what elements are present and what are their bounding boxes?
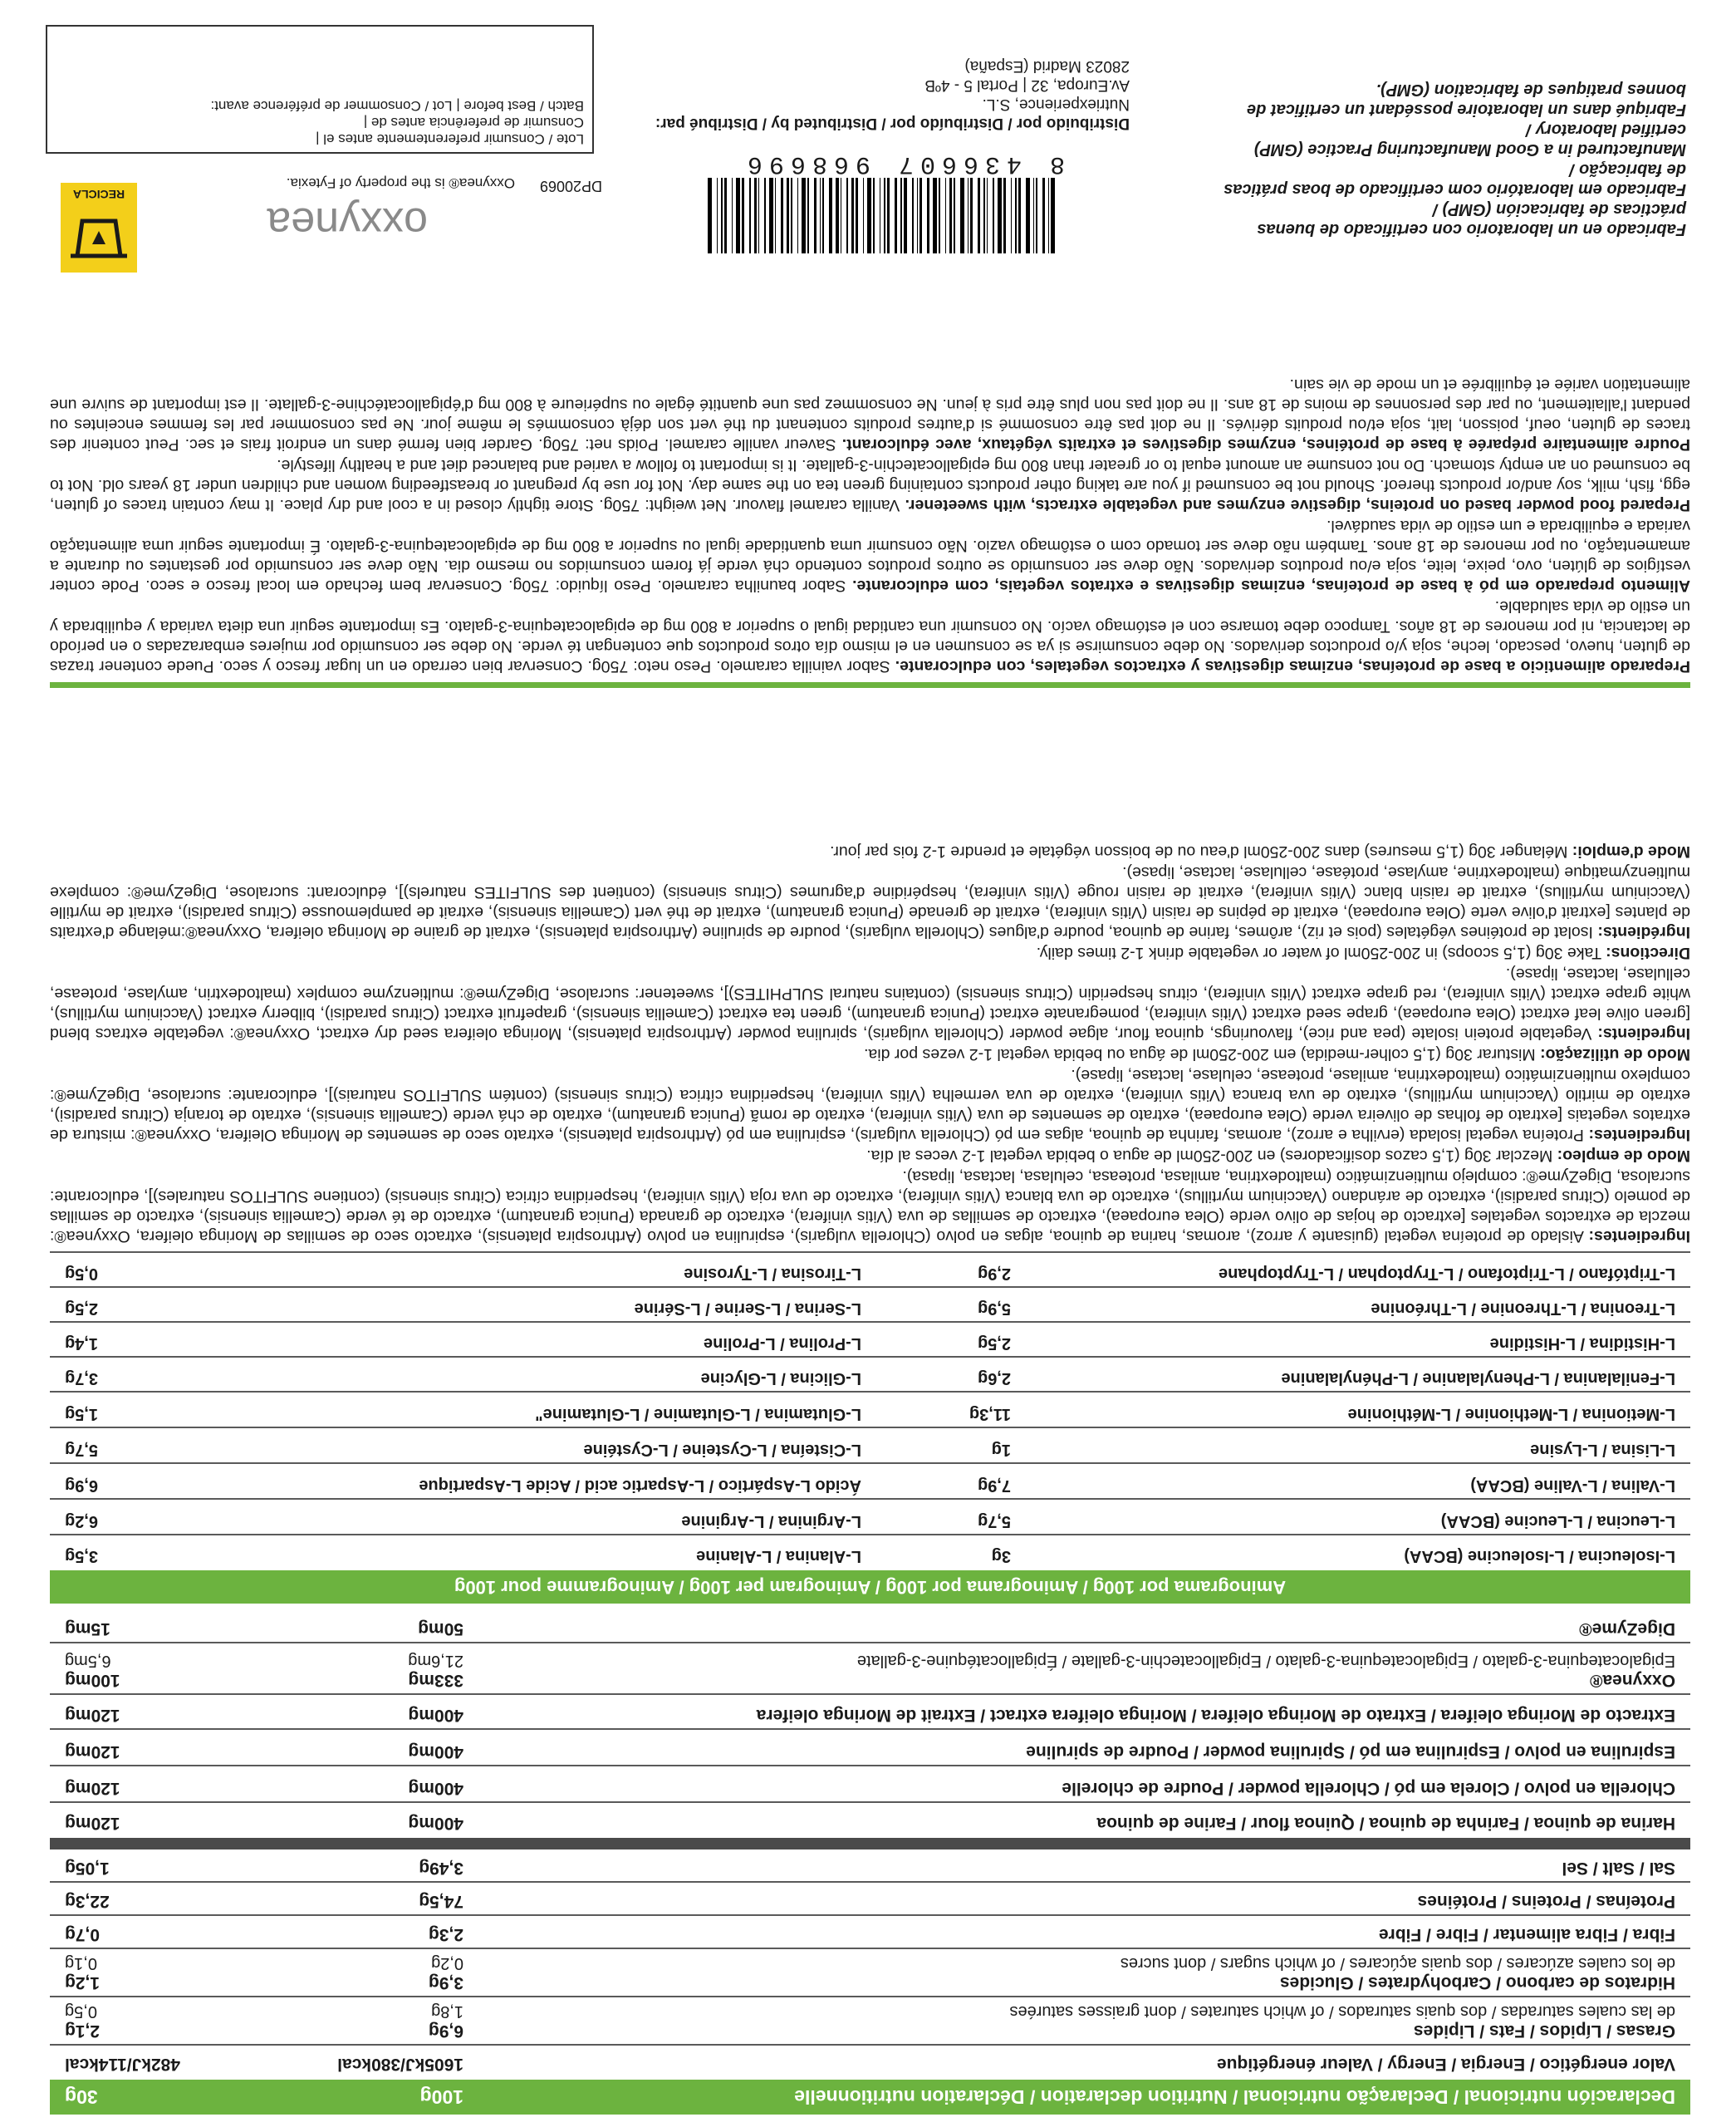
description-pt-title: Alimento preparado em pó à base de proteínas, enzimas digestivas e extratos vegetais, com edulcorante. <box>852 577 1690 595</box>
recycle-label: RECICLA <box>72 188 125 201</box>
amino-row: L-Fenilalanina / L-Phenylalanine / L-Phénylalanine 2,6g L-Glicina / L-Glycine 3,7g <box>50 1356 1690 1391</box>
nutrition-row-fibre: Fibra / Fibra alimentar / Fibre / Fibre 2,3g 0,7g <box>50 1914 1690 1948</box>
recycle-bin-icon <box>61 206 137 273</box>
nutrition-header <box>50 2080 1690 2115</box>
descriptions-section <box>50 278 1690 676</box>
description-fr-title: Poudre alimentaire préparée à base de protéines, enzymes digestives et extraits végétaux, avec édulcorant. <box>841 435 1690 454</box>
description-pt: Sabor baunilha caramelo. Peso líquido: 750g. Conservar bem fechado em local fresco e seco. Pode conter vestígios de glúten, ovo, peixe, leite, soja e/ou produtos derivados. Não deve ser consumido se outros produtos contendo chá verde já forem consumidos no mesmo dia. Não deve ser consumido por gestantes ou durante a amamentação, ou por menores de 18 anos. Também não deve ser tomado com o estômago vazio. Não consumir uma quantidade igual ou superior a 800 mg de epigalocatequina-3-galato. É importante seguir uma alimentação variada e equilibrada e um estilo de vida saudável. <box>50 517 1690 595</box>
ingredients-en: Vegetable protein isolate (pea and rice), flavourings, quinoa flour, algae powder (Chlorella vulgaris), spirulina powder (Arthrospira platensis), Moringa oleifera seed dry extract, Oxxynea®: vegetable extracs blend [green olive leaf extract (Olea europaea), grape seed extract (Vitis vinifera), pomegranate extract (Punica granatum), green tea extract (Camellia sinensis), grapefruit extract (Citrus paradisi), bilberry extract (Vaccinium myrtillus), white grape extract (Vitis vinifera), red grape extract (Vitis vinifera), citrus hesperidin (Citrus sinensis) (contains natural SULPHITES)], sweetener: sucralose, DigeZyme®: multienzyme complex (maltodextrin, amylase, protease, cellulase, lactase, lipase). <box>49 965 1690 1043</box>
ingredient-row-oxxynea: Oxxynea® Epigalocatequina-3-galato / Epigalocatequina-3-galato / Epigallocatechin-3-gallate / Épigallocatéquine-3-gallate 333mg 21,6mg 100mg 6,5mg <box>50 1642 1690 1693</box>
barcode-number: 8 436607 968696 <box>699 150 1065 178</box>
description-es-title: Preparado alimenticio a base de proteínas, enzimas digestivas y extractos vegetales, con edulcorante. <box>895 657 1690 675</box>
ingredients-es: Aislado de proteína vegetal (guisante y arroz), aromas, harina de quinoa, algas en polvo (Chlorella vulgaris), espirulina en polvo (Arthrospira platensis), extracto seco de semillas de Moringa oleifera, Oxxynea®: mezcla de extractos vegetales [extracto de hojas de olivo verde (Olea europaea), extracto de semillas de uva (Vitis vinifera), extracto de granada (Punica granatum), extracto de té verde (Camellia sinensis), extracto de semillas de pomelo (Citrus paradisi), extracto de arándano (Vaccinium myrtillus), extracto de uva blanca (Vitis vinifera), extracto de uva roja (Vitis vinifera), hesperidina cítrica (Citrus sinensis) (contiene SULFITOS naturales)], edulcorante: sucralosa, DigeZyme®: complejo multienzimático (maltodextrina, amilasa, proteasa, celulasa, lactasa, lipasa). <box>50 1167 1690 1245</box>
recycle-badge <box>61 183 137 273</box>
nutrition-row-salt: Sal / Salt / Sel 3,49g 1,05g <box>65 1859 1675 1878</box>
amino-row: L-Treonina / L-Threonine / L-Thréonine 5,9g L-Serina / L-Serine / L-Sérine 2,5g <box>50 1286 1690 1321</box>
nutrition-title: Declaración nutricional / Declaração nutricional / Nutrition declaration / Déclaration nutritionnelle <box>794 2086 1675 2109</box>
distributor-city: 28023 Madrid (España) <box>964 57 1130 75</box>
ingredients-section: Ingredientes: Aislado de proteína vegetal (guisante y arroz), aromas, harina de quinoa, algas en polvo (Chlorella vulgaris), espirulina en polvo (Arthrospira platensis), extracto seco de semillas de Moringa oleifera, Oxxynea®: mezcla de extractos vegetales [extracto de hojas de olivo verde (Olea europaea), extracto de semillas de uva (Vitis vinifera), extracto de granada (Punica granatum), extracto de té verde (Camellia sinensis), extracto de semillas de pomelo (Citrus paradisi), extracto de arándano (Vaccinium myrtillus), extracto de uva blanca (Vitis vinifera), extracto de uva roja (Vitis vinifera), hesperidina cítrica (Citrus sinensis) (contiene SULFITOS naturales)], edulcorante: sucralosa, DigeZyme®: complejo multienzimático (maltodextrina, amilasa, proteasa, celulasa, lactasa, lipasa). Modo de empleo: Mezclar 30g (1,5 cazos dosificadores) en 200-250ml de agua o bebida vegetal 1-2 veces al día. Ingredientes: Proteína vegetal isolada (ervilha e arroz), aromas, farinha de quinoa, algas em pó (Chlorella vulgaris), espirulina em pó (Arthrospira platensis), extrato seco de sementes de Moringa Oleifera, Oxxynea®: mistura de extratos vegetais [extrato de folhas de oliveira verde (Olea europaea), extrato de sementes de uva (Vitis vinifera), extrato de romã (Punica granatum), extrato de chá verde (Camellia sinensis), extrato de toranja (Citrus paradisi), extrato de mirtilo (Vaccinium myrtillus), extrato de uva branca (Vitis vinifera), extrato de uva vermelha (Vitis vinifera), hesperidina cítrica (Citrus sinensis) (contém SULFITOS naturais)], edulcorante: sucralose, DigeZyme®: complexo multienzimático (maltodextrina, amilase, protease, celulase, lactase, lipase). Modo de utilização: Misturar 30g (1,5 colher-medida) em 200-250ml de água ou bebida vegetal 1-2 vezes por dia. Ingredients: Vegetable protein isolate (pea and rice), flavourings, quinoa flour, algae powder (Chlorella vulgaris), spirulina powder (Arthrospira platensis), Moringa oleifera seed dry extract, Oxxynea®: vegetable extracs blend [green olive leaf extract (Olea europaea), grape seed extract (Vitis vinifera), pomegranate extract (Punica granatum), green tea extract (Camellia sinensis), grapefruit extract (Citrus paradisi), bilberry extract (Vaccinium myrtillus), white grape extract (Vitis vinifera), red grape extract (Vitis vinifera), citrus hesperidin (Citrus sinensis) (contains natural SULPHITES)], sweetener: sucralose, DigeZyme®: multienzyme complex (maltodextrin, amylase, protease, cellulase, lactase, lipase). Directions: Take 30g (1,5 scoops) in 200-250ml of water or vegetable drink 1-2 times daily. Ingrédients: Isolat de protéines végétales (pois et riz), arômes, farine de quinoa, poudre d'algues (Chlorella vulgaris), poudre de spiruline (Arthrospira platensis), extrait de graine de Moringa oleifera, Oxxynea®:mélange d'extraits de plantes [extrait d'olive verte (Olea europaea), extrait de pépins de raisin (Vitis vinifera), extrait de grenade (Punica granatum), extrait de thé vert (Camellia sinensis), extrait de pamplemousse (Citrus paradisi), extrait de myrtille (Vaccinium myrtillus), extrait de raisin blanc (Vitis vinifera), extrait de raisin rouge (Vitis vinifera), hespéridine d'agrumes (Citrus sinensis) (contient des SULFITES naturels)], édulcorant: sucralose, DigeZyme®: complexe multienzymatique (maltodextrine, amylase, protéase, cellulase, lactase, lipase). Mode d'emploi: Mélanger 30g (1,5 mesures) dans 200-250ml d'eau ou de boisson végétale et prendre 1-2 fois par jour. <box>49 842 1690 1245</box>
distributor-title: Distribuido por / Distribuído por / Distributed by / Distribué par: <box>655 115 1130 132</box>
ingredient-row-quinoa: Harina de quinoa / Farinha de quinoa / Quinoa flour / Farine de quinoa 400mg 120mg <box>50 1801 1690 1836</box>
nutrition-row-carbs: Hidratos de carbono / Carbohydrates / Glucides de los cuales azúcares / dos quais açúcares / of which sugars / dont sucres 3,9g 0,2g 1,2g 0,1g <box>50 1948 1690 1996</box>
nutrition-row-fats: Grasas / Lípidos / Fats / Lipides de las cuales saturadas / dos quais saturados / of which saturates / dont graisses saturées 6,9g 1,8g 2,1g 0,5g <box>50 1996 1690 2044</box>
directions-fr: Mélanger 30g (1,5 mesures) dans 200-250ml d'eau ou de boisson végétale et prendre 1-2 fois par jour. <box>830 842 1568 861</box>
distributor-address: Av.Europa, 32 | Portal 5 - 4ºB <box>924 76 1130 94</box>
distributor-name: Nutriexperience, S.L. <box>982 96 1130 113</box>
distributor-block <box>615 56 1130 133</box>
batch-box: Lote / Consumir preferentemente antes el | Consumir de preferência antes de | Batch / Best before | Lot / Consommer de préférence avant: <box>46 25 594 154</box>
aminogram-header <box>50 1570 1690 1604</box>
ingredient-row-spirulina: Espirulina en polvo / Espirulina em pó / Spirulina powder / Poudre de spiruline 400mg 120mg <box>50 1728 1690 1765</box>
product-code: DP20069 <box>539 178 602 194</box>
ingredients-pt: Proteína vegetal isolada (ervilha e arroz), aromas, farinha de quinoa, algas em pó (Chlorella vulgaris), espirulina em pó (Arthrospira platensis), extrato seco de sementes de Moringa Oleifera, Oxxynea®: mistura de extratos vegetais [extrato de folhas de oliveira verde (Olea europaea), extrato de sementes de uva (Vitis vinifera), extrato de romã (Punica granatum), extrato de chá verde (Camellia sinensis), extrato de toranja (Citrus paradisi), extrato de mirtilo (Vaccinium myrtillus), extrato de uva branca (Vitis vinifera), extrato de uva vermelha (Vitis vinifera), hesperidina cítrica (Citrus sinensis) (contém SULFITOS naturais)], edulcorante: sucralose, DigeZyme®: complexo multienzimático (maltodextrina, amilase, protease, celulase, lactase, lipase). <box>50 1066 1690 1144</box>
nutrition-row-energy: Valor energético / Energia / Energy / Valeur énergétique 1605kJ/380kcal 482kJ/114kcal <box>50 2044 1690 2077</box>
table-divider <box>50 1838 1690 1849</box>
ingredient-row-moringa: Extracto de Moringa oleifera / Extrato de Moringa oleifera / Moringa oleifera extract / Extrait de Moringa oleifera 400mg 120mg <box>50 1693 1690 1728</box>
trademark-note: Oxxynea® is the property of Fytexia. <box>286 175 515 191</box>
directions-es: Mezclar 30g (1,5 cazos dosificadores) en 200-250ml de agua o bebida vegetal 1-2 veces al día. <box>866 1147 1553 1165</box>
oxxynea-logo: oxxynea <box>267 199 428 247</box>
directions-en: Take 30g (1,5 scoops) in 200-250ml of water or vegetable drink 1-2 times daily. <box>1036 944 1602 962</box>
ingredient-row-digezyme: DigeZyme® 50mg 15mg <box>65 1619 1675 1638</box>
aminogram-title: Aminograma por 100g / Aminograma por 100g / Aminogram per 100g / Aminogramme pour 100g <box>454 1577 1287 1598</box>
description-en: Vanilla caramel flavour. Net weight: 750g. Store tightly closed in a cool and dry place. It may contain traces of gluten, egg, fish, milk, soy and/or products thereof. Should not be consumed if you are taking other products containing green tea on the same day. Not for use by pregnant or breastfeeding women and children under 18 years old. Not to be consumed on an empty stomach. Do not consume an amount equal to or greater than 800 mg epigallocatechin-3-gallate. It is important to follow a varied and balanced diet and a healthy lifestyle. <box>50 456 1690 514</box>
description-fr: Saveur vanille caramel. Poids net: 750g. Garder bien fermé dans un endroit frais et sec. Peut contenir des traces de gluten, oeuf, poisson, lait, soja et/ou produits dérivés. Il ne doit pas être consommé si d'autres produits contenant du thé vert son déjà consommés le même jour. Ne pas consommer par les femmes enceintes ou pendant l'allaitement, ou par des personnes de moins de 18 ans. Il ne doit pas non plus être pris à jeun. Ne consommez pas une quantité égale ou supérieure à 800 mg d'épigallocatéchine-3-gallate. Il est important de suivre une alimentation variée et équilibrée et un mode de vie sain. <box>50 376 1690 454</box>
ingredients-fr: Isolat de protéines végétales (pois et riz), arômes, farine de quinoa, poudre d'algues (Chlorella vulgaris), poudre de spiruline (Arthrospira platensis), extrait de graine de Moringa oleifera, Oxxynea®:mélange d'extraits de plantes [extrait d'olive verte (Olea europaea), extrait de pépins de raisin (Vitis vinifera), extrait de grenade (Punica granatum), extrait de thé vert (Camellia sinensis), extrait de pamplemousse (Citrus paradisi), extrait de myrtille (Vaccinium myrtillus), extrait de raisin blanc (Vitis vinifera), extrait de raisin rouge (Vitis vinifera), hespéridine d'agrumes (Citrus sinensis) (contient des SULFITES naturels)], édulcorant: sucralose, DigeZyme®: complexe multienzymatique (maltodextrine, amylase, protéase, cellulase, lactase, lipase). <box>49 863 1690 941</box>
amino-row: L-Valina / L-Valine (BCAA) 7,9g Ácido L-Aspártico / L-Aspartic acid / Acide L-Aspartique 6,9g <box>50 1462 1690 1498</box>
amino-row: L-Histidina / L-Histidine 2,5g L-Prolina / L-Proline 1,4g <box>50 1321 1690 1356</box>
amino-row: L-Metionina / L-Methionine / L-Méthionine 11,3g L-Glutamina / L-Glutamine / L-Glutamine" 1,5g <box>50 1391 1690 1427</box>
amino-row: L-Isoleucina / L-Isoleucine (BCAA) 3g L-Alanina / L-Alanine 3,5g <box>50 1534 1690 1569</box>
amino-row: L-Leucina / L-Leucine (BCAA) 5,7g L-Arginina / L-Arginine 6,2g <box>50 1498 1690 1534</box>
amino-row: L-Triptófano / L-Triptofano / L-Tryptophan / L-Tryptophane 2,9g L-Tirosina / L-Tyrosine 0,5g <box>50 1251 1690 1286</box>
amino-row: L-Lisina / L-Lysine 1g L-Cisteína / L-Cysteine / L-Cystéine 5,7g <box>50 1427 1690 1462</box>
description-en-title: Prepared food powder based on proteins, digestive enzymes and vegetable extracts, with sweetener. <box>905 496 1690 514</box>
manufacture-statement: Fabricado en un laboratorio con certificado de buenas prácticas de fabricación (GMP) / Fabricado em laboratório com certificado de boas práticas de fabricação / Manufactured in a Good Manufacturing Practice (GMP) certified laboratory / Fabriqué dans un laboratoire possédant un certificat de bonnes pratiques de fabrication (GMP). <box>1224 81 1686 238</box>
col-serving: 30g <box>65 2086 98 2109</box>
section-divider <box>50 682 1690 688</box>
ingredient-row-chlorella: Chlorella en polvo / Clorela em pó / Chlorella powder / Poudre de chlorelle 400mg 120mg <box>50 1765 1690 1801</box>
nutrition-row-protein: Proteínas / Proteins / Protéines 74,5g 22,3g <box>50 1881 1690 1914</box>
directions-pt: Misturar 30g (1,5 colher-medida) em 200-250ml de água ou bebida vegetal 1-2 vezes por dia. <box>864 1045 1536 1064</box>
col-100g: 100g <box>419 2086 463 2109</box>
description-es: Sabor vainilla caramelo. Peso neto: 750g. Conservar bien cerrado en un lugar fresco y seco. Puede contener trazas de gluten, huevo, pescado, leche, soja y/o productos derivados. No debe consumirse si ya se consumen en el mismo día otros productos que contengan té verde. No debe ser consumido por mujeres embarazadas o en período de lactancia, ni por menores de 18 años. Tampoco debe tomarse con el estómago vacío. No consumir una cantidad igual o superior a 800 mg de epigalocatequina-3-galato. Es importante seguir una dieta variada y equilibrada y un estilo de vida saludable. <box>50 597 1690 675</box>
